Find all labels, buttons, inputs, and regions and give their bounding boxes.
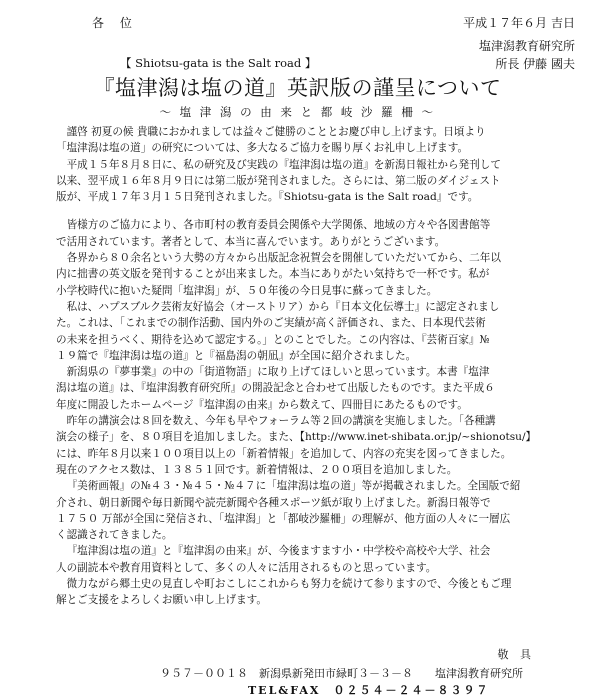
body-line: 人の副読本や教育用資料として、多くの人々に活用されるものと思っています。: [56, 561, 437, 574]
body-line: で活用されています。著者として、本当に喜んでいます。ありがとうございます。: [56, 235, 446, 248]
body-line: 皆様方のご協力により、各市町村の教育委員会関係や大学関係、地域の方々や各図書館等: [66, 219, 491, 232]
body-line: 『美術画報』の№４３・№４５・№４７に「塩津潟は塩の道」等が掲載されました。全国版で紹: [66, 480, 521, 493]
closing-phrase: 敬 具: [497, 648, 535, 661]
body-line: 版が、平成１７年３月１５日発刊されました。『Shiotsu-gata is the Salt road』です。: [56, 191, 479, 204]
paragraph-greeting: [56, 124, 578, 157]
paragraph-lectures: [56, 413, 578, 478]
body-line: 小学校時代に抱いた疑問「塩津潟」が、５０年後の今日見事に蘇ってきました。: [56, 284, 438, 297]
paragraph-closing-request: [56, 576, 578, 609]
body-line: た。これは、「これまでの制作活動、国内外のご実績が高く評価され、また、日本現代芸術: [56, 317, 486, 330]
author-name: 所長 伊藤 國夫: [495, 57, 575, 71]
body-line: 昨年の講演会は８回を数え、今年も早やフォーラム等２回の講演を実施しました。「各種講: [66, 415, 496, 428]
body-line: 私は、ハプスブルク芸術友好協会（オーストリア）から『日本文化伝導士』に認定されまし: [66, 300, 500, 313]
paragraph-usage: [56, 217, 578, 250]
paragraph-certification: [56, 299, 578, 364]
paragraph-publication: [56, 157, 578, 206]
body-line: 新潟県の『夢事業』の中の「街道物語」に取り上げてほしいと思っています。本書『塩津: [66, 366, 490, 379]
body-line: 『塩津潟は塩の道』と『塩津潟の由来』が、今後ますます小・中学校や高校や大学、社会: [66, 545, 491, 558]
organization-name: 塩津潟教育研究所: [478, 39, 575, 53]
tel-fax: TEL&FAX ０２５４－２４－８３９７: [248, 684, 490, 697]
body-line: 潟は塩の道』は、『塩津潟教育研究所』の開設記念と合わせて出版したものです。また平成６: [56, 382, 495, 395]
paragraph-celebration: [56, 250, 578, 299]
body-line: 内に拙書の英文版を発刊することが出来ました。本当にありがたい気持ちで一杯です。私が: [56, 268, 490, 281]
salutation: 各 位: [92, 16, 138, 30]
document-subtitle: ～ 塩 津 潟 の 由 来 と 都 岐 沙 羅 柵 ～: [159, 105, 436, 119]
body-line: 「塩津潟は塩の道」の研究については、多大なるご協力を賜り厚くお礼申し上げます。: [56, 142, 469, 155]
paragraph-dream-project: [56, 364, 578, 413]
paragraph-gap: [56, 205, 578, 217]
body-line: 各界から８０余名という大勢の方々から出版記念祝賀会を開催していただいてから、二年以: [66, 252, 501, 265]
body-line: 以来、翌平成１６年８月９日には第二版が発刊されました。さらには、第二版のダイジェスト: [56, 174, 501, 187]
body-line: く認識されてきました。: [56, 529, 173, 542]
body-line: 現在のアクセス数は、１３８５１回です。新着情報は、２００項目を追加しました。: [56, 463, 458, 476]
date: 平成１７年６月 吉日: [463, 16, 575, 30]
paragraph-media: [56, 478, 578, 543]
body-line: 平成１５年８月８日に、私の研究及び実践の『塩津潟は塩の道』を新潟日報社から発刊して: [66, 158, 501, 171]
body-line: には、昨年８月以来１００項目以上の「新着情報」を追加して、内容の充実を図ってきました。: [56, 447, 512, 460]
body-line: 年度に開設したホームページ『塩津潟の由来』から数えて、四冊目にあたるものです。: [56, 398, 468, 411]
body-line: １９篇で『塩津潟は塩の道』と『福島潟の朝凪』が全国に紹介されました。: [56, 349, 417, 362]
body-line: 微力ながら郷土史の見直しや町おこしにこれからも努力を続けて参りますので、今後ともご理: [66, 578, 512, 591]
postal-address: ９５７－００１８ 新潟県新発田市緑町３－３－８ 塩津潟教育研究所: [160, 667, 523, 680]
document-title: 『塩津潟は塩の道』英訳版の謹呈について: [93, 76, 502, 100]
body-line: 演会の様子」を、８０項目を追加しました。また、【http://www.inet-shibata.or.jp/~shionotsu/】: [56, 431, 537, 444]
body-line: １７５０ 万部が全国に発信され、「塩津潟」と「都岐沙羅柵」の理解が、他方面の人々に一層広: [56, 512, 511, 525]
body-line: の未来を担うべく、期待を込めて認定する。」とのことでした。この内容は、『芸術百家』№: [56, 333, 490, 346]
letter-body: [56, 124, 578, 609]
body-line: 介され、朝日新聞や毎日新聞や読売新聞や各種スポーツ紙が取り上げました。新潟日報等で: [56, 496, 491, 509]
series-label: 【 Shiotsu-gata is the Salt road 】: [120, 56, 317, 70]
body-line: 解とご支援をよろしくお願い申し上げます。: [56, 594, 268, 607]
paragraph-outlook: [56, 543, 578, 576]
body-line: 謹啓 初夏の候 貴職におかれましては益々ご健勝のこととお慶び申し上げます。日頃より: [66, 126, 486, 138]
